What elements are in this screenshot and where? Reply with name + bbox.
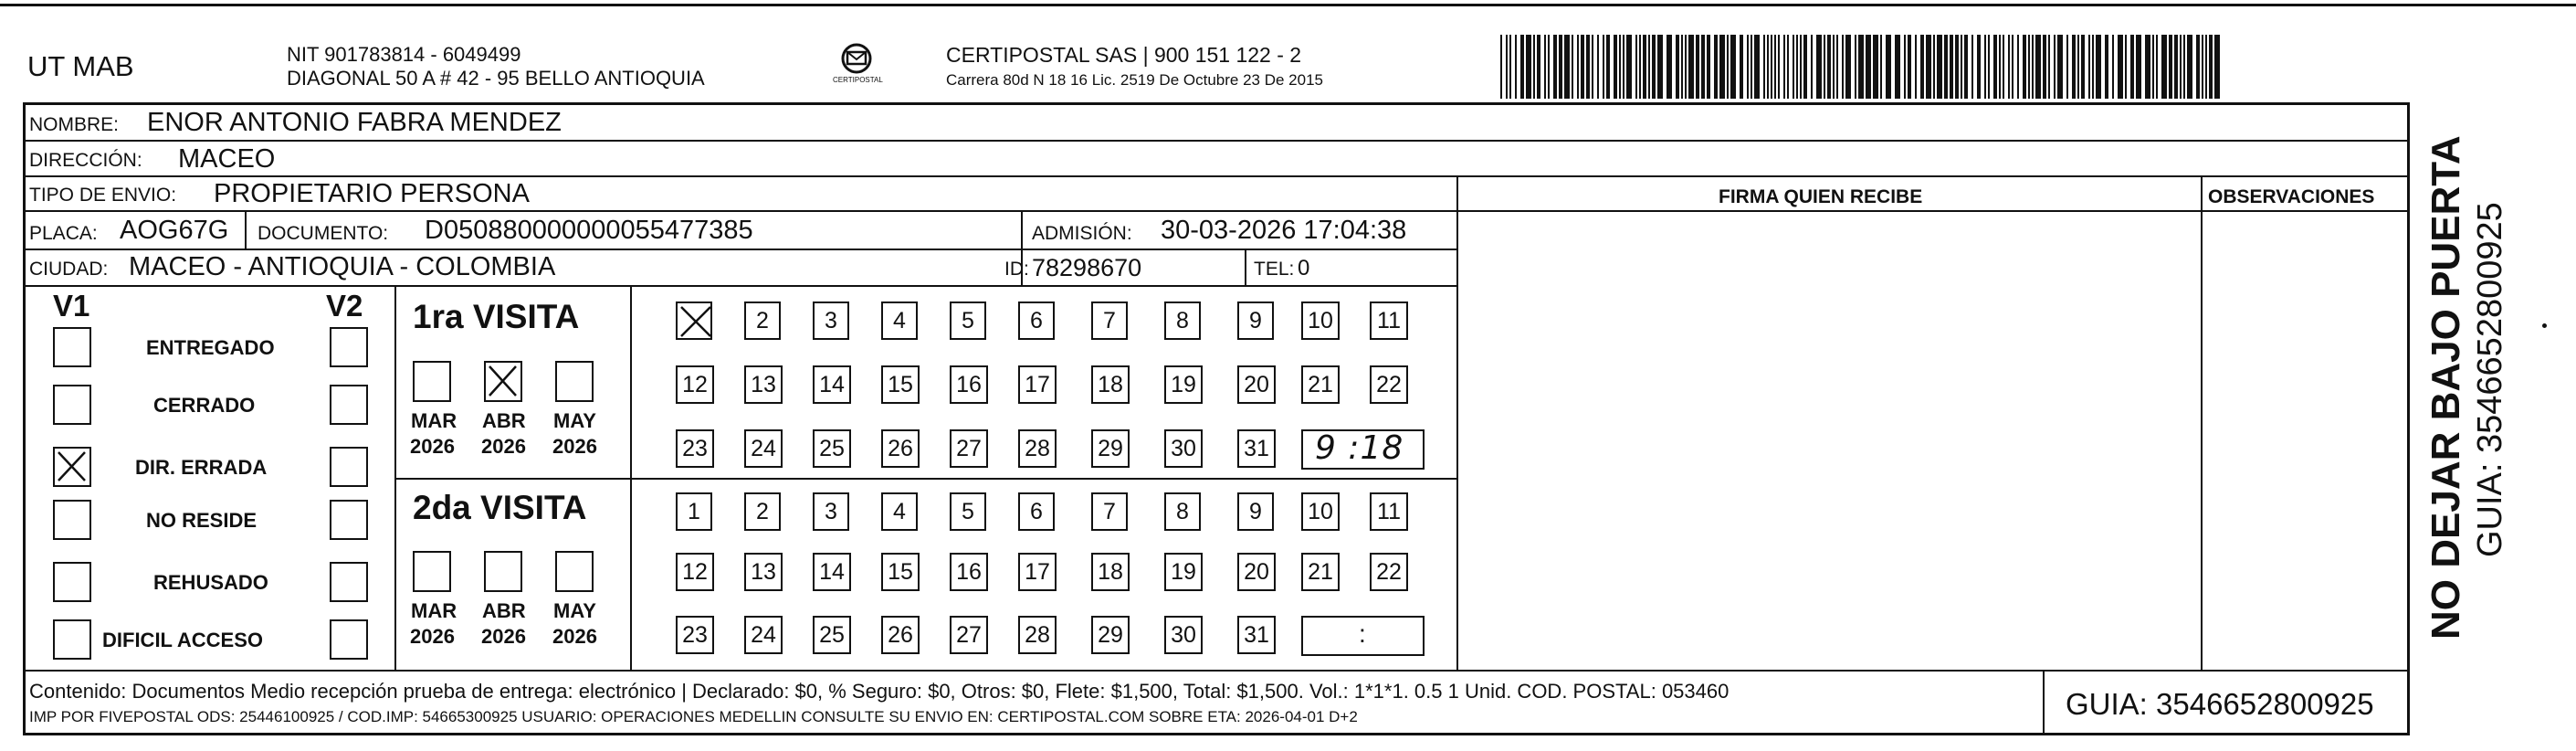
barcode-bar [1586, 35, 1590, 99]
barcode-bar [1685, 35, 1687, 99]
day-checkbox[interactable]: 30 [1164, 616, 1203, 654]
visit2-time: : [1359, 619, 1366, 648]
barcode-bar [1858, 35, 1864, 99]
barcode-bar [2130, 35, 2134, 99]
ciudad-label: CIUDAD: [29, 259, 109, 280]
barcode-bar [2012, 35, 2013, 99]
nombre-label: NOMBRE: [29, 114, 120, 135]
barcode-bar [2077, 35, 2079, 99]
barcode-bar [1727, 35, 1729, 99]
day-checkbox[interactable]: 13 [744, 553, 783, 591]
day-checkbox[interactable]: 8 [1164, 492, 1201, 531]
month-year: 2026 [481, 435, 526, 458]
month-label: MAR [411, 409, 457, 432]
day-checkbox[interactable]: 25 [813, 429, 851, 468]
barcode-bar [1895, 35, 1900, 99]
barcode-bar [1771, 35, 1772, 99]
barcode-bar [1827, 35, 1831, 99]
day-checkbox[interactable]: 10 [1301, 492, 1340, 531]
day-checkbox[interactable]: 31 [1237, 429, 1276, 468]
day-checkbox[interactable]: 26 [881, 429, 920, 468]
row-rule [23, 140, 2410, 142]
month-year: 2026 [552, 625, 597, 648]
row-rule [1456, 210, 2410, 212]
barcode-bar [1740, 35, 1743, 99]
admision-label: ADMISIÓN: [1032, 223, 1132, 244]
day-checkbox[interactable]: 28 [1018, 429, 1057, 468]
barcode-bar [2066, 35, 2068, 99]
col-rule [1456, 175, 1458, 670]
barcode-bar [1993, 35, 1997, 99]
barcode-bar [2035, 35, 2041, 99]
barcode-bar [1707, 35, 1710, 99]
barcode-bar [1515, 35, 1517, 99]
v1-header: V1 [53, 289, 90, 323]
v1-checkbox[interactable] [53, 385, 91, 425]
day-checkbox[interactable]: 22 [1370, 365, 1408, 404]
x-mark-icon [486, 363, 520, 399]
barcode-bar [1754, 35, 1760, 99]
row-rule [23, 285, 1456, 287]
direccion-label: DIRECCIÓN: [29, 150, 142, 171]
day-checkbox[interactable] [676, 301, 712, 340]
tipo-label: TIPO DE ENVIO: [29, 185, 177, 206]
barcode-bar [1920, 35, 1924, 99]
barcode-bar [1880, 35, 1882, 99]
month-checkbox[interactable] [555, 551, 594, 592]
barcode-bar [1676, 35, 1679, 99]
barcode-bar [2017, 35, 2019, 99]
day-checkbox[interactable]: 5 [950, 301, 986, 340]
barcode-bar [1787, 35, 1789, 99]
barcode-bar [1652, 35, 1656, 99]
month-year: 2026 [410, 435, 455, 458]
x-mark-icon [678, 303, 714, 340]
barcode-bar [1950, 35, 1953, 99]
day-checkbox[interactable]: 27 [950, 429, 988, 468]
barcode-bar [2032, 35, 2034, 99]
barcode-bar [1548, 35, 1550, 99]
col-rule [394, 478, 1456, 480]
barcode-bar [1937, 35, 1942, 99]
day-checkbox[interactable]: 29 [1091, 616, 1130, 654]
col-rule [1245, 249, 1246, 285]
col-rule [245, 210, 247, 249]
ciudad-value: MACEO - ANTIOQUIA - COLOMBIA [129, 252, 556, 281]
day-checkbox[interactable]: 15 [881, 553, 920, 591]
barcode-bar [1572, 35, 1573, 99]
day-checkbox[interactable]: 23 [676, 429, 714, 468]
status-label: NO RESIDE [146, 509, 258, 532]
barcode-bar [1606, 35, 1610, 99]
certipostal-logo [829, 40, 884, 95]
id-label: ID: [1004, 259, 1029, 280]
month-label: MAR [411, 599, 457, 622]
barcode-bar [1533, 35, 1535, 99]
sender-nit: NIT 901783814 - 6049499 [287, 43, 521, 66]
barcode-bar [2081, 35, 2085, 99]
month-year: 2026 [410, 625, 455, 648]
barcode-bar [1657, 35, 1663, 99]
day-checkbox[interactable]: 9 [1237, 301, 1274, 340]
barcode-bar [2054, 35, 2056, 99]
barcode-bar [1577, 35, 1579, 99]
v1-checkbox[interactable] [53, 447, 91, 487]
barcode-bar [1619, 35, 1621, 99]
barcode-bar [2183, 35, 2185, 99]
barcode-bar [2136, 35, 2141, 99]
status-label: DIFICIL ACCESO [102, 629, 264, 651]
day-checkbox[interactable]: 9 [1237, 492, 1274, 531]
barcode-bar [1774, 35, 1776, 99]
barcode-bar [1581, 35, 1584, 99]
barcode-bar [2202, 35, 2203, 99]
month-year: 2026 [481, 625, 526, 648]
barcode-bar [1778, 35, 1780, 99]
status-label: DIR. ERRADA [135, 456, 268, 479]
row-rule [23, 249, 1456, 250]
footer-imp: IMP POR FIVEPOSTAL ODS: 25446100925 / COD.IMP: 54665300925 USUARIO: OPERACIONES MEDELLIN CONSULTE SU ENVIO EN: CERTIPOSTAL.COM SOBRE ETA: 2026-04-01 D+2 [29, 708, 1358, 725]
barcode-bar [1833, 35, 1835, 99]
day-checkbox[interactable]: 2 [744, 301, 781, 340]
carrier-name: CERTIPOSTAL SAS | 900 151 122 - 2 [946, 43, 1302, 67]
day-checkbox[interactable]: 14 [813, 365, 851, 404]
envelope-seal-icon [829, 40, 884, 95]
top-rule [0, 4, 2576, 6]
day-checkbox[interactable]: 1 [676, 492, 712, 531]
barcode-bar [2112, 35, 2114, 99]
barcode-bar [1955, 35, 1959, 99]
day-checkbox[interactable]: 4 [881, 492, 918, 531]
barcode-bar [1793, 35, 1794, 99]
barcode-bar [2088, 35, 2090, 99]
visit2-title: 2da VISITA [413, 489, 587, 526]
footer-guia: GUIA: 3546652800925 [2066, 687, 2374, 721]
admision-value: 30-03-2026 17:04:38 [1161, 216, 1407, 245]
barcode-bar [1915, 35, 1917, 99]
barcode-bar [1553, 35, 1557, 99]
day-checkbox[interactable]: 21 [1301, 553, 1340, 591]
barcode-bar [2048, 35, 2050, 99]
barcode-bar [1747, 35, 1749, 99]
day-checkbox[interactable]: 6 [1018, 492, 1055, 531]
day-checkbox[interactable]: 31 [1237, 616, 1276, 654]
barcode-bar [2145, 35, 2150, 99]
v2-checkbox[interactable] [330, 327, 368, 367]
side-warning: NO DEJAR BAJO PUERTA [2424, 135, 2468, 640]
barcode-bar [1796, 35, 1798, 99]
sender-address: DIAGONAL 50 A # 42 - 95 BELLO ANTIOQUIA [287, 67, 705, 90]
barcode-bar [1988, 35, 1990, 99]
barcode-bar [1800, 35, 1802, 99]
day-checkbox[interactable]: 4 [881, 301, 918, 340]
v1-checkbox[interactable] [53, 327, 91, 367]
v2-checkbox[interactable] [330, 385, 368, 425]
barcode-bar [1614, 35, 1617, 99]
nombre-value: ENOR ANTONIO FABRA MENDEZ [147, 108, 562, 137]
barcode-bar [1908, 35, 1911, 99]
barcode-bar [1544, 35, 1546, 99]
day-checkbox[interactable]: 30 [1164, 429, 1203, 468]
day-checkbox[interactable]: 12 [676, 365, 714, 404]
barcode-bar [2180, 35, 2182, 99]
day-checkbox[interactable]: 3 [813, 301, 849, 340]
barcode [1500, 35, 2222, 99]
day-checkbox[interactable]: 26 [881, 616, 920, 654]
month-label: MAY [553, 409, 596, 432]
day-checkbox[interactable]: 14 [813, 553, 851, 591]
day-checkbox[interactable]: 20 [1237, 553, 1276, 591]
day-checkbox[interactable]: 5 [950, 492, 986, 531]
day-checkbox[interactable]: 22 [1370, 553, 1408, 591]
day-checkbox[interactable]: 25 [813, 616, 851, 654]
barcode-bar [1564, 35, 1570, 99]
documento-value: D050880000000055477385 [425, 216, 753, 245]
barcode-bar [1904, 35, 1906, 99]
barcode-bar [1681, 35, 1683, 99]
day-checkbox[interactable]: 20 [1237, 365, 1276, 404]
day-checkbox[interactable]: 2 [744, 492, 781, 531]
barcode-bar [1648, 35, 1650, 99]
barcode-bar [1971, 35, 1973, 99]
logo-caption: CERTIPOSTAL [833, 76, 883, 84]
barcode-bar [1500, 35, 1502, 99]
barcode-bar [1836, 35, 1838, 99]
day-checkbox[interactable]: 15 [881, 365, 920, 404]
barcode-bar [1873, 35, 1878, 99]
barcode-bar [2214, 35, 2220, 99]
barcode-bar [1803, 35, 1807, 99]
v1-checkbox[interactable] [53, 619, 91, 660]
x-mark-icon [55, 449, 89, 484]
month-label: MAY [553, 599, 596, 622]
barcode-bar [1730, 35, 1736, 99]
barcode-bar [1509, 35, 1511, 99]
tel-label: TEL: [1254, 259, 1295, 280]
barcode-bar [1999, 35, 2001, 99]
day-checkbox[interactable]: 17 [1018, 553, 1057, 591]
barcode-bar [1886, 35, 1891, 99]
row-rule [23, 670, 2410, 672]
barcode-bar [1926, 35, 1931, 99]
day-checkbox[interactable]: 18 [1091, 553, 1130, 591]
tel-value: 0 [1298, 256, 1310, 280]
day-checkbox[interactable]: 21 [1301, 365, 1340, 404]
barcode-bar [1767, 35, 1769, 99]
day-checkbox[interactable]: 18 [1091, 365, 1130, 404]
barcode-bar [1964, 35, 1968, 99]
day-checkbox[interactable]: 27 [950, 616, 988, 654]
barcode-bar [1783, 35, 1785, 99]
barcode-bar [1842, 35, 1844, 99]
barcode-bar [1811, 35, 1813, 99]
barcode-bar [1714, 35, 1718, 99]
col-rule [2043, 670, 2045, 735]
day-checkbox[interactable]: 24 [744, 616, 783, 654]
barcode-bar [1701, 35, 1705, 99]
day-checkbox[interactable]: 12 [676, 553, 714, 591]
placa-label: PLACA: [29, 223, 98, 244]
barcode-bar [1719, 35, 1725, 99]
day-checkbox[interactable]: 3 [813, 492, 849, 531]
barcode-bar [1626, 35, 1632, 99]
barcode-bar [1977, 35, 1981, 99]
day-checkbox[interactable]: 6 [1018, 301, 1055, 340]
barcode-bar [1961, 35, 1962, 99]
barcode-bar [1623, 35, 1624, 99]
barcode-bar [1824, 35, 1825, 99]
barcode-bar [2209, 35, 2213, 99]
documento-label: DOCUMENTO: [258, 223, 389, 244]
day-checkbox[interactable]: 11 [1370, 301, 1408, 340]
month-checkbox[interactable] [555, 361, 594, 402]
barcode-bar [1816, 35, 1822, 99]
v2-checkbox[interactable] [330, 619, 368, 660]
id-value: 78298670 [1032, 254, 1142, 281]
direccion-value: MACEO [178, 144, 276, 174]
visit1-title: 1ra VISITA [413, 298, 580, 335]
day-checkbox[interactable]: 7 [1091, 492, 1128, 531]
month-checkbox[interactable] [413, 551, 451, 592]
barcode-bar [2205, 35, 2207, 99]
v2-checkbox[interactable] [330, 447, 368, 487]
day-checkbox[interactable]: 29 [1091, 429, 1130, 468]
barcode-bar [2156, 35, 2158, 99]
day-checkbox[interactable]: 16 [950, 553, 988, 591]
barcode-bar [1597, 35, 1599, 99]
month-label: ABR [482, 599, 526, 622]
barcode-bar [1506, 35, 1508, 99]
barcode-bar [2072, 35, 2076, 99]
day-checkbox[interactable]: 23 [676, 616, 714, 654]
observaciones-header: OBSERVACIONES [2208, 186, 2375, 207]
barcode-bar [1520, 35, 1524, 99]
day-checkbox[interactable]: 28 [1018, 616, 1057, 654]
barcode-bar [2105, 35, 2108, 99]
month-year: 2026 [552, 435, 597, 458]
side-guia: GUIA: 3546652800925 [2471, 202, 2509, 557]
barcode-bar [2043, 35, 2046, 99]
sender-name: UT MAB [27, 50, 134, 82]
v1-checkbox[interactable] [53, 562, 91, 602]
barcode-bar [1855, 35, 1856, 99]
status-label: ENTREGADO [146, 336, 275, 359]
barcode-bar [2118, 35, 2123, 99]
row-rule [23, 175, 2410, 177]
barcode-bar [2003, 35, 2004, 99]
month-checkbox[interactable] [484, 551, 522, 592]
barcode-bar [2187, 35, 2192, 99]
barcode-bar [2125, 35, 2127, 99]
stray-dot [2542, 323, 2547, 328]
day-checkbox[interactable]: 24 [744, 429, 783, 468]
barcode-bar [2023, 35, 2026, 99]
day-checkbox[interactable]: 11 [1370, 492, 1408, 531]
month-checkbox[interactable] [413, 361, 451, 402]
firma-header: FIRMA QUIEN RECIBE [1719, 186, 1923, 207]
barcode-bar [2196, 35, 2200, 99]
barcode-bar [2174, 35, 2178, 99]
barcode-bar [1984, 35, 1986, 99]
month-label: ABR [482, 409, 526, 432]
barcode-bar [1537, 35, 1540, 99]
barcode-bar [2028, 35, 2030, 99]
col-rule [2201, 175, 2203, 670]
barcode-bar [1845, 35, 1851, 99]
barcode-bar [2152, 35, 2154, 99]
v2-header: V2 [326, 289, 363, 323]
barcode-bar [1635, 35, 1637, 99]
barcode-bar [2008, 35, 2010, 99]
day-checkbox[interactable]: 17 [1018, 365, 1057, 404]
month-checkbox[interactable] [484, 361, 522, 402]
v2-checkbox[interactable] [330, 500, 368, 540]
day-checkbox[interactable]: 13 [744, 365, 783, 404]
day-checkbox[interactable]: 7 [1091, 301, 1128, 340]
barcode-bar [1559, 35, 1562, 99]
barcode-bar [1526, 35, 1531, 99]
barcode-bar [1603, 35, 1604, 99]
barcode-bar [1667, 35, 1672, 99]
barcode-bar [1751, 35, 1752, 99]
barcode-bar [2057, 35, 2063, 99]
barcode-bar [1944, 35, 1948, 99]
day-checkbox[interactable]: 19 [1164, 553, 1203, 591]
v1-checkbox[interactable] [53, 500, 91, 540]
day-checkbox[interactable]: 8 [1164, 301, 1201, 340]
barcode-bar [1643, 35, 1646, 99]
carrier-license: Carrera 80d N 18 16 Lic. 2519 De Octubre 23 De 2015 [946, 71, 1323, 89]
barcode-bar [2169, 35, 2172, 99]
barcode-bar [1592, 35, 1593, 99]
barcode-bar [1933, 35, 1935, 99]
barcode-bar [1696, 35, 1699, 99]
v2-checkbox[interactable] [330, 562, 368, 602]
status-label: REHUSADO [153, 571, 268, 594]
day-checkbox[interactable]: 19 [1164, 365, 1203, 404]
barcode-bar [1763, 35, 1765, 99]
placa-value: AOG67G [120, 216, 229, 245]
visit1-time: 9 :18 [1315, 429, 1404, 467]
row-rule [23, 210, 1456, 212]
barcode-bar [2096, 35, 2101, 99]
barcode-bar [1639, 35, 1641, 99]
barcode-bar [2161, 35, 2167, 99]
day-checkbox[interactable]: 10 [1301, 301, 1340, 340]
footer-contenido: Contenido: Documentos Medio recepción prueba de entrega: electrónico | Declarado: $0, % Seguro: $0, Otros: $0, Flete: $1,500, Total: $1,500. Vol.: 1*1*1. 0.5 1 Unid. COD. POSTAL: 053460 [29, 680, 1730, 703]
tipo-value: PROPIETARIO PERSONA [214, 179, 530, 208]
barcode-bar [1866, 35, 1871, 99]
day-checkbox[interactable]: 16 [950, 365, 988, 404]
status-label: CERRADO [153, 394, 256, 417]
barcode-bar [1688, 35, 1694, 99]
barcode-bar [2092, 35, 2094, 99]
